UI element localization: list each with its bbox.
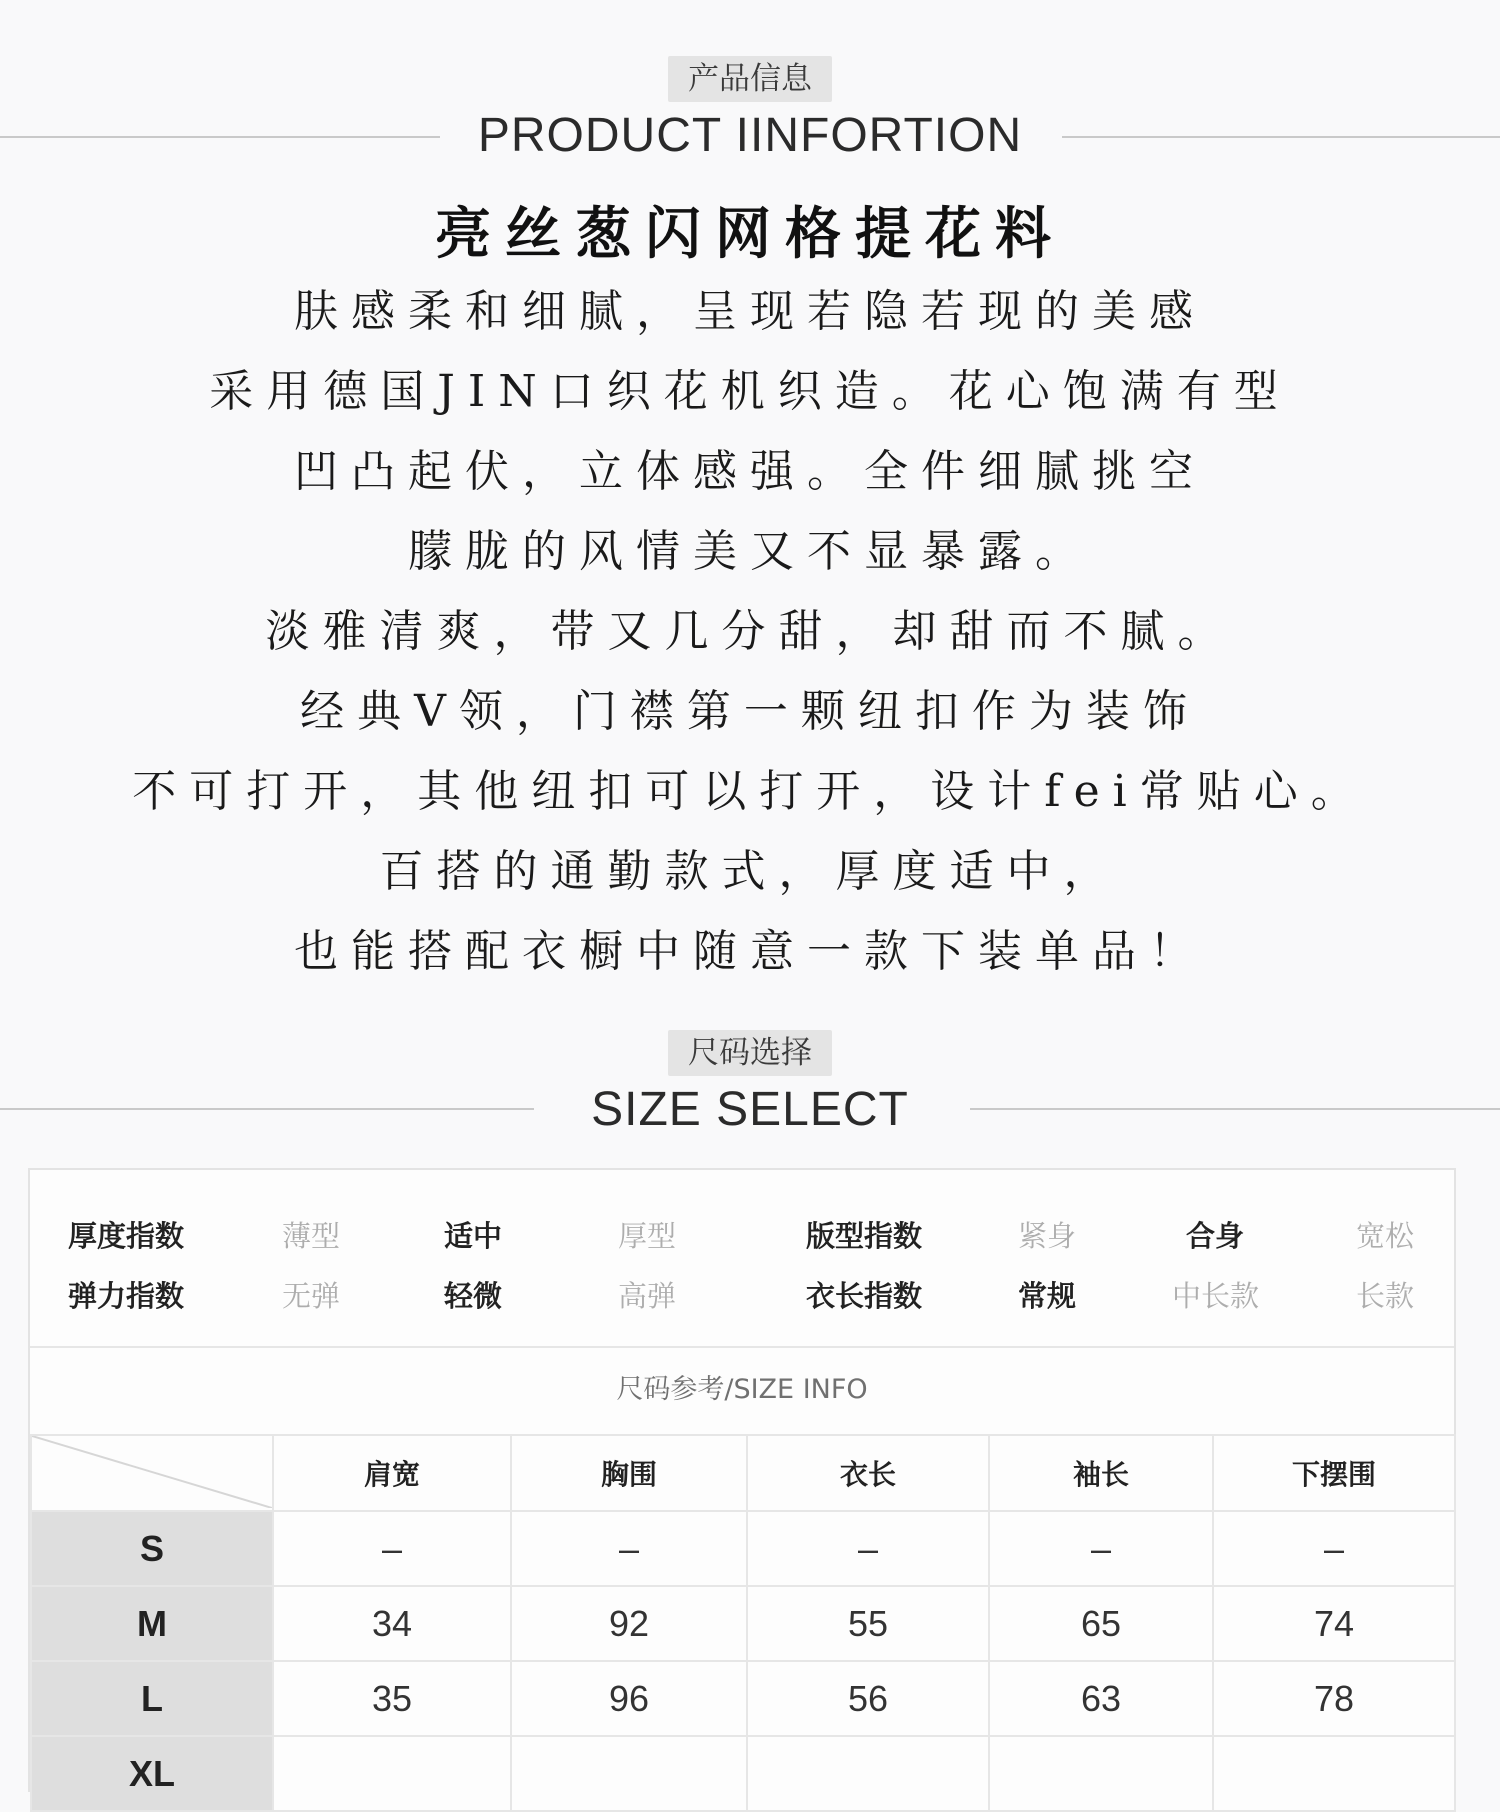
size-label: L: [31, 1661, 273, 1736]
table-row: [31, 1661, 1455, 1736]
corner-cell: [31, 1435, 273, 1511]
fit-option: 宽松: [1356, 1219, 1415, 1253]
description-line: 凹凸起伏，立体感强。全件细腻挑空: [294, 446, 1206, 497]
size-label: M: [31, 1586, 273, 1661]
table-cell: 34: [273, 1586, 511, 1661]
fit-option: 紧身: [1018, 1219, 1077, 1253]
table-cell: 65: [989, 1586, 1213, 1661]
size-label: S: [31, 1511, 273, 1586]
table-cell: 63: [989, 1661, 1213, 1736]
column-header: 胸围: [511, 1435, 747, 1511]
table-cell: –: [747, 1511, 989, 1586]
table-cell: –: [511, 1511, 747, 1586]
description-line: 也能搭配衣橱中随意一款下装单品！: [294, 926, 1206, 977]
description-line: 经典V领，门襟第一颗纽扣作为装饰: [300, 686, 1200, 737]
size-info-title: 尺码参考/SIZE INFO: [30, 1346, 1454, 1436]
table-cell: –: [989, 1511, 1213, 1586]
table-cell: 56: [747, 1661, 989, 1736]
column-header: 肩宽: [273, 1435, 511, 1511]
thickness-option: 薄型: [282, 1219, 341, 1253]
product-description: [0, 282, 1500, 1002]
description-line: 肤感柔和细腻，呈现若隐若现的美感: [294, 286, 1206, 337]
table-row: [31, 1511, 1455, 1586]
length-option: 长款: [1356, 1279, 1415, 1313]
diagonal-line: [32, 1436, 272, 1508]
table-cell: [511, 1736, 747, 1811]
size-select-badge: 尺码选择: [668, 1030, 832, 1076]
table-cell: 78: [1213, 1661, 1455, 1736]
thickness-option-selected: 适中: [444, 1219, 503, 1253]
elasticity-label: 弹力指数: [68, 1279, 185, 1313]
table-row: [31, 1586, 1455, 1661]
description-line: 采用德国JIN口织花机织造。花心饱满有型: [209, 366, 1291, 417]
length-option-selected: 常规: [1018, 1279, 1077, 1313]
product-title: 亮丝葱闪网格提花料: [435, 202, 1065, 267]
table-cell: 96: [511, 1661, 747, 1736]
elasticity-option-selected: 轻微: [444, 1279, 503, 1313]
fit-option-selected: 合身: [1186, 1219, 1245, 1253]
table-row: [31, 1736, 1455, 1811]
length-label: 衣长指数: [806, 1279, 923, 1313]
description-line: 淡雅清爽，带又几分甜，却甜而不腻。: [265, 606, 1235, 657]
size-table-header-row: [31, 1435, 1455, 1511]
size-select-title-en: SIZE SELECT: [591, 1083, 909, 1136]
table-cell: 74: [1213, 1586, 1455, 1661]
column-header: 下摆围: [1213, 1435, 1455, 1511]
elasticity-option: 无弹: [282, 1279, 341, 1313]
table-cell: [989, 1736, 1213, 1811]
attribute-indices: [30, 1170, 1454, 1348]
product-info-badge: 产品信息: [668, 56, 832, 102]
length-option: 中长款: [1172, 1279, 1260, 1313]
description-line: 朦胧的风情美又不显暴露。: [408, 526, 1092, 577]
table-cell: [747, 1736, 989, 1811]
table-cell: [1213, 1736, 1455, 1811]
description-line: 百搭的通勤款式，厚度适中，: [379, 846, 1121, 897]
size-table: [30, 1434, 1456, 1812]
table-cell: [273, 1736, 511, 1811]
size-label: XL: [31, 1736, 273, 1811]
table-cell: 92: [511, 1586, 747, 1661]
table-cell: –: [273, 1511, 511, 1586]
table-cell: –: [1213, 1511, 1455, 1586]
description-line: 不可打开，其他纽扣可以打开，设计fei常贴心。: [132, 766, 1368, 817]
table-cell: 35: [273, 1661, 511, 1736]
column-header: 袖长: [989, 1435, 1213, 1511]
size-select-header: [0, 1030, 1500, 1140]
fit-label: 版型指数: [806, 1219, 923, 1253]
thickness-option: 厚型: [618, 1219, 677, 1253]
table-cell: 55: [747, 1586, 989, 1661]
elasticity-option: 高弹: [618, 1279, 677, 1313]
product-info-header: [0, 56, 1500, 166]
column-header: 衣长: [747, 1435, 989, 1511]
size-panel: [28, 1168, 1456, 1792]
thickness-label: 厚度指数: [68, 1219, 185, 1253]
product-info-title-en: PRODUCT IINFORTION: [477, 109, 1023, 162]
